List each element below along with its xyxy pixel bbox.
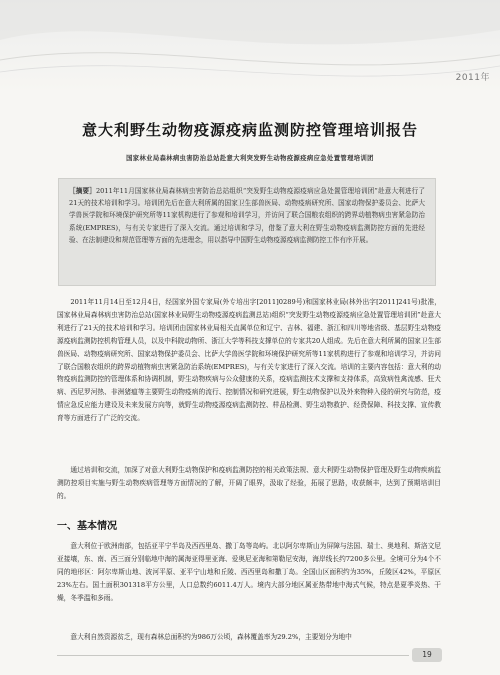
article-title: 意大利野生动物疫源疫病监测防控管理培训报告 — [81, 121, 418, 139]
abstract-box — [58, 178, 436, 286]
abstract-text: 2011年11月国家林业局森林病虫害防治总站组织“突发野生动物疫源疫病应急处置管理培训团”赴意大利进行了21天的技术培训和学习。培训团先后在意大利所属的国家卫生部兽医局、动物疫病研究所、国家动物保护委员会、比萨大学兽医学院和环境保护研究所等11家机构进行了参观和培训学习，并访问了联合国粮农组织的跨界动植物病虫害紧急防治系统(EMPRES)，与有关专家进行了深入交流。通过培训和学习，借鉴了意大利在野生动物疫病监测防控方面的先进经验、在法制建设和规范管理等方面的先进理念，用以指导中国野生动物疫源疫病监测防控工作有序开展。 — [69, 187, 426, 244]
body-paragraph: 2011年11月14日至12月4日，经国家外国专家局(外专培出字[2011]0289号)和国家林业局(林外出字[2011]241号)批准，国家林业局森林病虫害防治总站(国家林业局野生动物疫源疫病监测总站)组织“突发野生动物疫源疫病应急处置管理培训团”赴意大利进行了21天的技术培训和学习。培训团由国家林业局相关直属单位和辽宁、吉林、福建、浙江和四川等地省级、基层野生动物疫源疫病监测防控机构管理人员，以及中科院动物所、浙江大学等科技支撑单位的专家共20人组成。先后在意大利所属的国家卫生部兽医局、动物疫病研究所、国家动物保护委员会、比萨大学兽医学院和环境保护研究所等11家机构进行了参观和培训学习，并访问了联合国粮农组织的跨界动植物病虫害紧急防治系统(EMPRES)，与有关专家进行了深入交流。培训的主要内容包括：意大利的动物疫病监测防控的管理体系和协调机制，野生动物疾病与公众健康的关系，疫病监测技术支撑和支持体系，高致病性禽流感、狂犬病、西尼罗河热、非洲猪瘟等主要野生动物疫病的流行、控制情况和研究进展，野生动物保护以及外来物种入侵的研究与防范，疫情应急反应能力建设及未来发展方向等，就野生动物疫源疫病监测防控、样品检测、野生动物救护、经费保障、科技支撑、宣传教育等方面进行了广泛的交流。 — [57, 298, 441, 423]
abstract-label: ［摘要］ — [69, 187, 96, 195]
body-paragraph: 意大利位于欧洲南部，包括亚平宁半岛及西西里岛、撒丁岛等岛屿。北以阿尔卑斯山为屏障与法国、瑞士、奥地利、斯洛文尼亚接壤，东、南、西三面分别临地中海的属海亚得里亚海、爱奥尼亚海和第勒尼安海，海岸线长约7200多公里。全境可分为4个不同的地形区：阿尔卑斯山地、波河平原、亚平宁山地和丘陵、西西里岛和撒丁岛。全国山区面积约为35%，丘陵区42%，平原区23%左右。国土面积301318平方公里，人口总数约6011.4万人。境内大部分地区属亚热带地中海式气候，特点是夏季炎热、干燥，冬季温和多雨。 — [57, 542, 441, 602]
page-number: 19 — [412, 648, 442, 662]
section-heading: 一、基本情况 — [57, 521, 117, 532]
header-wave-decoration — [0, 0, 500, 92]
body-paragraph: 意大利自然资源贫乏，现有森林总面积约为986万公顷，森林覆盖率为29.2%，主要划分为地中 — [70, 633, 352, 641]
body-paragraph: 通过培训和交流，加深了对意大利野生动物保护和疫病监测防控的相关政策法规、意大利野生动物保护管理及野生动物疾病监测防控项目实施与野生动物疾病管理等方面情况的了解，开阔了眼界，汲取了经验，拓展了思路，收获颇丰，达到了预期培训目的。 — [57, 466, 441, 500]
author-line: 国家林业局森林病虫害防治总站赴意大利突发野生动物疫源疫病应急处置管理培训团 — [126, 155, 374, 162]
header-band — [0, 0, 500, 92]
footer-rule — [57, 655, 409, 656]
year-tag: 2011年 — [455, 73, 490, 83]
